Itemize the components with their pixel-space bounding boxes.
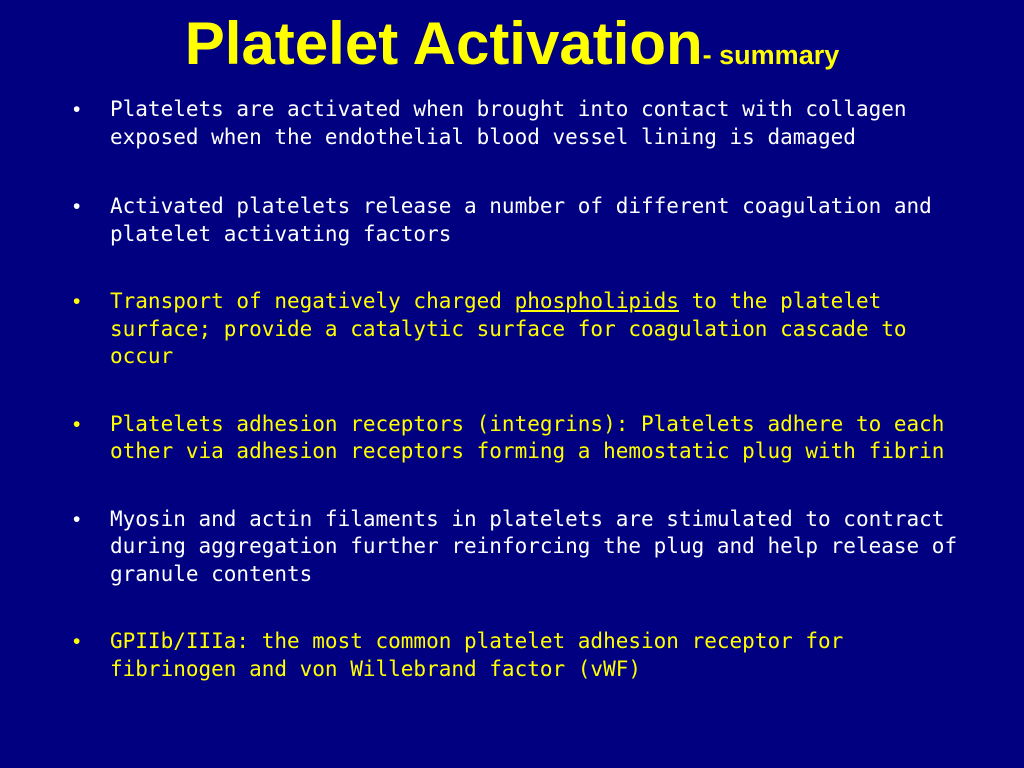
bullet-text: Activated platelets release a number of different coagulation and platelet activating factors xyxy=(110,194,932,246)
title-main: Platelet Activation xyxy=(184,10,703,77)
bullet-item xyxy=(73,506,973,589)
bullet-dot-icon: • xyxy=(73,98,81,121)
phospholipids-link[interactable]: phospholipids xyxy=(514,289,679,313)
bullet-item xyxy=(73,193,973,248)
bullet-item xyxy=(73,96,973,151)
bullet-dot-icon: • xyxy=(73,290,81,313)
bullet-item xyxy=(73,288,973,371)
bullet-text-before: Transport of negatively charged xyxy=(110,289,515,313)
bullet-dot-icon: • xyxy=(73,412,81,436)
bullet-dot-icon: • xyxy=(73,195,81,218)
bullet-dot-icon: • xyxy=(73,507,81,531)
title-subtitle: - summary xyxy=(702,40,840,70)
bullet-text: Platelets adhesion receptors (integrins): Platelets adhere to each other via adhesion receptors forming a hemostatic plug with fibrin xyxy=(110,411,945,463)
bullet-text: Platelets are activated when brought into contact with collagen exposed when the endothelial blood vessel lining is damaged xyxy=(110,97,907,149)
slide-title xyxy=(0,6,1024,82)
bullet-dot-icon: • xyxy=(73,630,81,653)
bullet-item xyxy=(73,628,973,683)
bullet-text: GPIIb/IIIa: the most common platelet adhesion receptor for fibrinogen and von Willebrand factor (vWF) xyxy=(110,629,844,681)
bullet-list xyxy=(73,96,973,683)
bullet-text: Myosin and actin filaments in platelets are stimulated to contract during aggregation further reinforcing the plug and help release of granule contents xyxy=(110,506,958,586)
bullet-text-after: to the platelet surface; provide a catalytic surface for coagulation cascade to occur xyxy=(110,289,907,368)
bullet-item xyxy=(73,411,973,466)
